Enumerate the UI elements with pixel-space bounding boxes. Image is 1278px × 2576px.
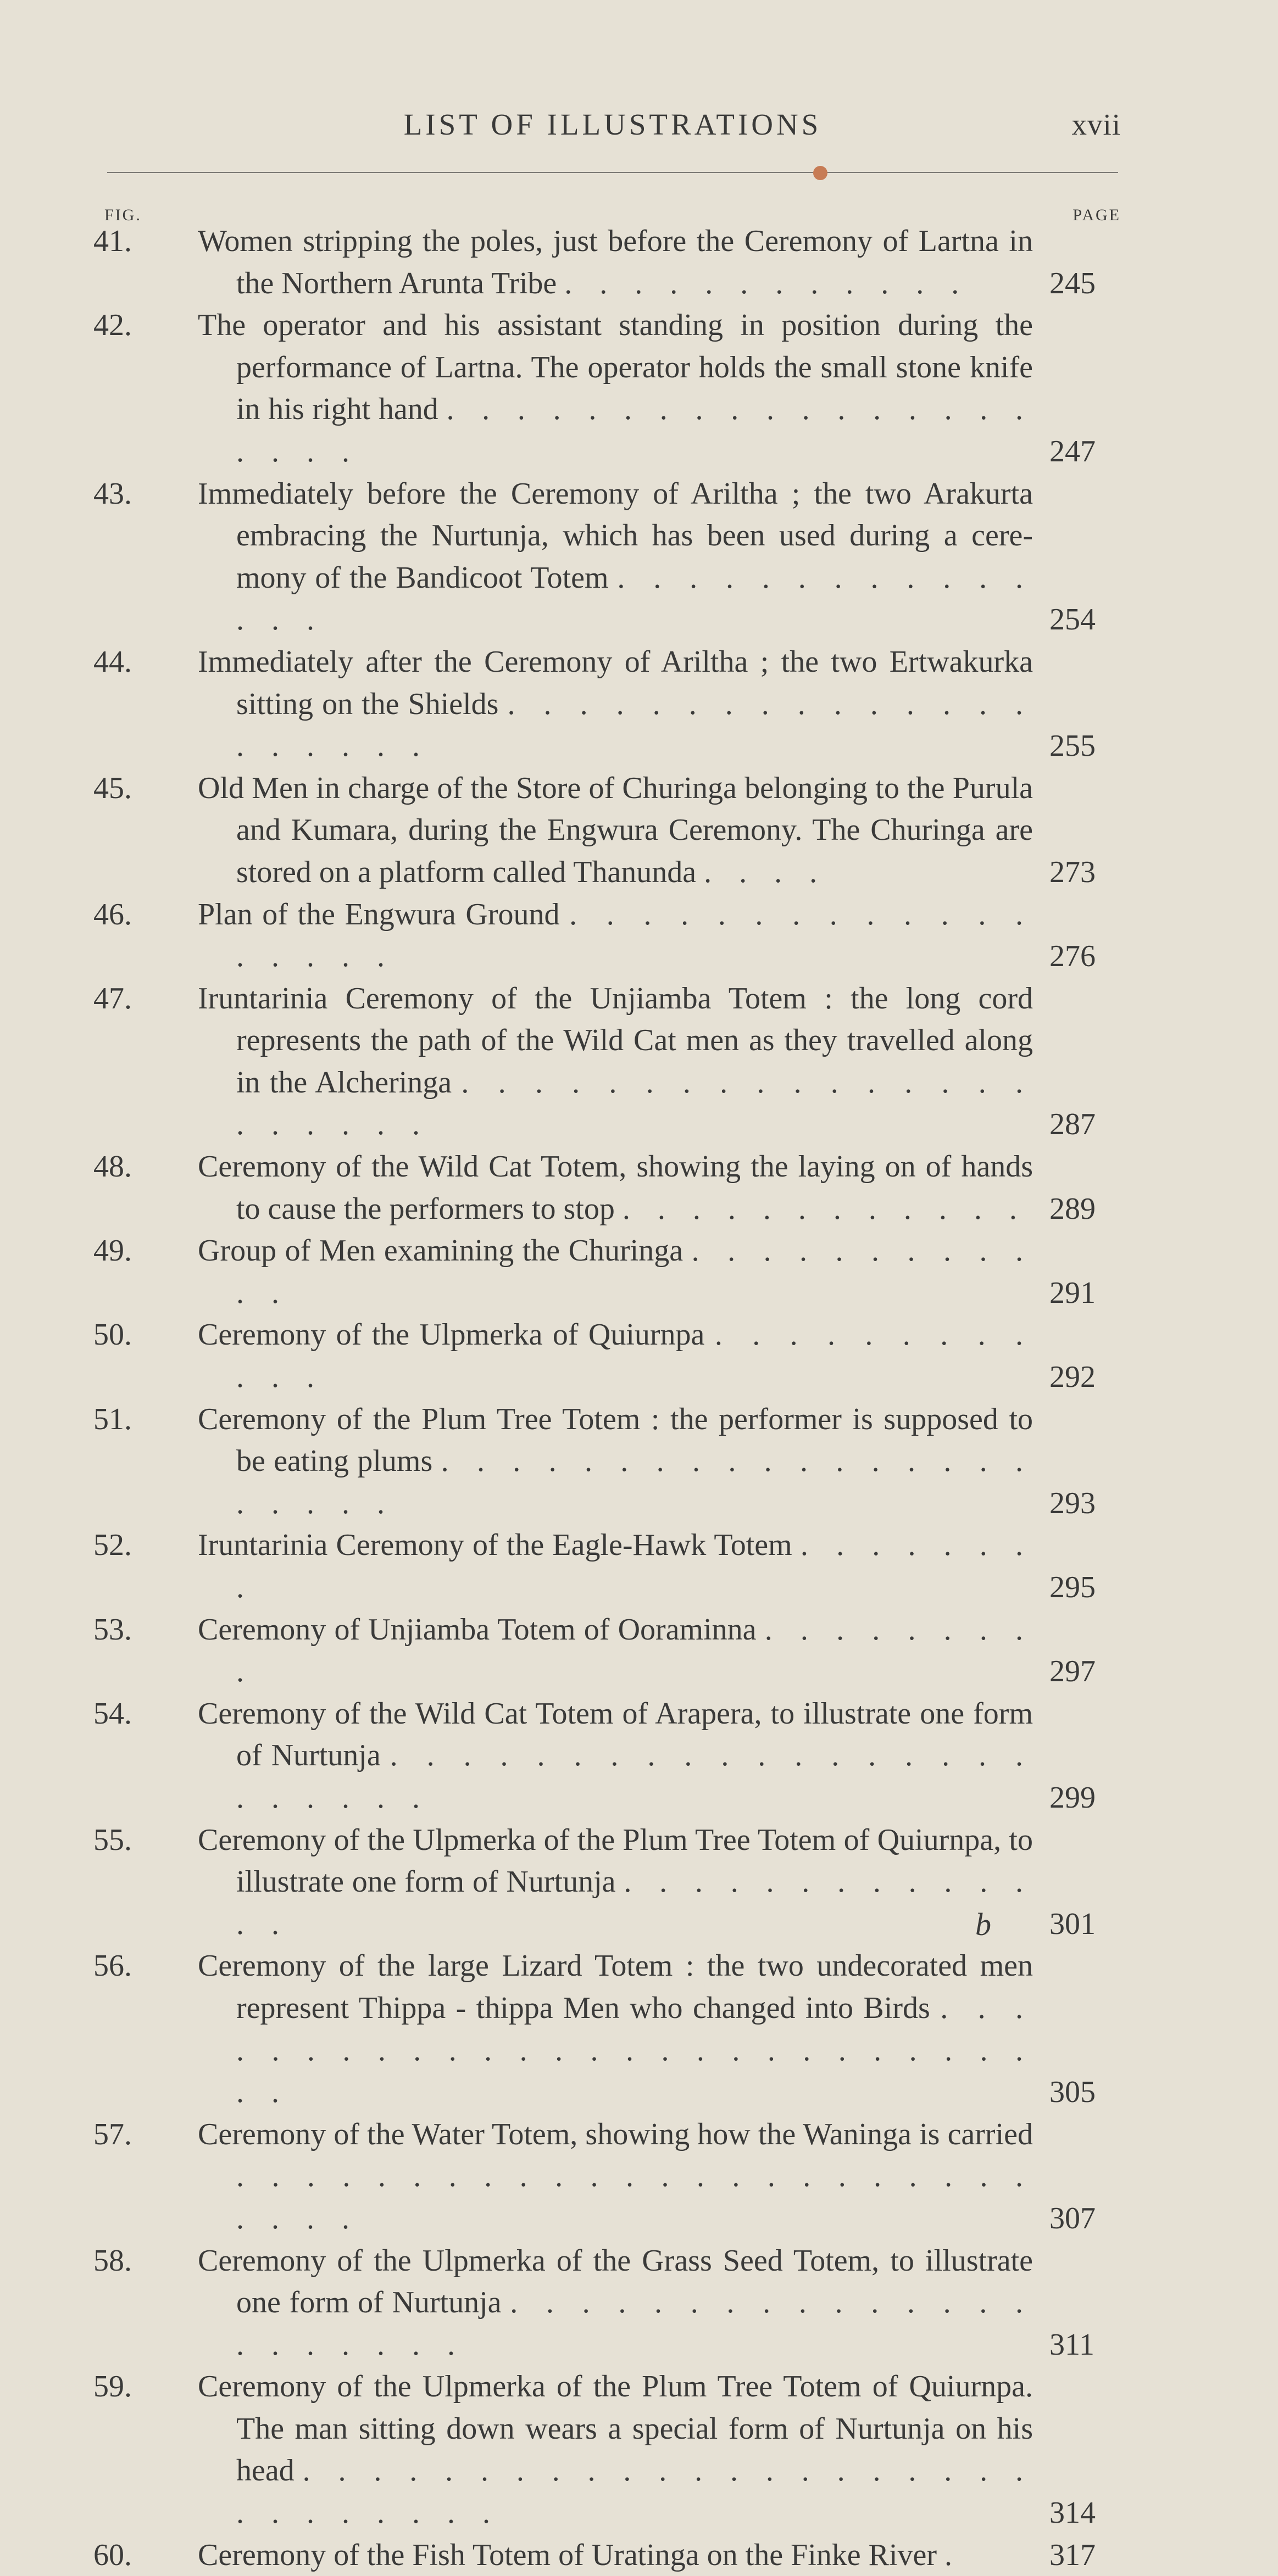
figure-page: 245	[1049, 266, 1096, 300]
figure-page: 293	[1049, 1486, 1096, 1520]
figure-caption	[198, 1693, 1033, 1819]
caption-text: Iruntarinia Ceremony of the Eagle-Hawk Totem	[198, 1528, 792, 1563]
figure-page: 314	[1049, 2496, 1096, 2530]
figure-caption	[198, 1524, 1033, 1608]
list-item	[93, 1945, 1121, 2113]
figure-caption	[198, 978, 1033, 1146]
running-title: LIST OF ILLUSTRATIONS	[403, 108, 822, 141]
caption-text: Ceremony of the Ulpmerka of the Plum Tree Totem of Quiurnpa. The man sitting down wears a special form of Nurtunja on his head	[198, 2369, 1033, 2488]
dot-leader: . . . . . . . . . . . . . .	[236, 1865, 1033, 1941]
fig-column-label: FIG.	[104, 206, 142, 224]
figure-number: 42.	[93, 308, 132, 343]
dot-leader: . . . . . . . . . . . . . . . . . . . . . .	[236, 1065, 1033, 1142]
figure-number: 58.	[93, 2243, 132, 2278]
illustration-list	[93, 220, 1121, 2576]
list-item	[93, 978, 1121, 1146]
dot-leader: . . . . . . . . . . . . . . . . . . . . .	[236, 687, 1033, 763]
figure-page: 273	[1049, 855, 1096, 889]
figure-page: 287	[1049, 1107, 1096, 1142]
caption-text: Immediately before the Ceremony of Ariltha ; the two Arakurta embracing the Nurtunja, which has been used during a cere-mony of the Bandicoot Totem	[198, 476, 1033, 595]
figure-caption	[198, 2114, 1033, 2240]
figure-page: 305	[1049, 2075, 1096, 2110]
caption-text: Ceremony of the Wild Cat Totem of Arapera, to illustrate one form of Nurtunja	[198, 1696, 1033, 1773]
caption-text: Ceremony of Unjiamba Totem of Ooraminna	[198, 1612, 757, 1647]
figure-caption	[198, 1146, 1033, 1230]
dot-leader: . . . . . . . .	[236, 1528, 1033, 1604]
figure-caption	[198, 1819, 1033, 1945]
figure-caption	[198, 2366, 1033, 2534]
figure-page: 297	[1049, 1654, 1096, 1689]
list-item	[93, 1146, 1121, 1230]
figure-caption	[198, 2240, 1033, 2366]
list-item	[93, 767, 1121, 894]
figure-caption	[198, 2534, 1033, 2576]
list-item	[93, 2240, 1121, 2366]
signature-mark: b	[975, 1906, 991, 1942]
figure-caption	[198, 894, 1033, 978]
dot-leader: . . . . . . . . . . . . . . . . . . . . .	[236, 392, 1033, 469]
list-item	[93, 894, 1121, 978]
caption-text: Ceremony of the large Lizard Totem : the two undecorated men represent Thippa - thippa Men who changed into Birds	[198, 1949, 1033, 2025]
figure-number: 48.	[93, 1150, 132, 1184]
figure-number: 43.	[93, 476, 132, 511]
list-item	[93, 2114, 1121, 2240]
figure-page: 317	[1049, 2538, 1096, 2572]
header-rule	[107, 165, 1118, 187]
dot-leader: . . . . . . . . . . . . . . . . . . . . . . . . . . .	[236, 2159, 1033, 2235]
list-item	[93, 1819, 1121, 1945]
list-item	[93, 1524, 1121, 1608]
caption-text: Plan of the Engwura Ground	[198, 897, 560, 932]
dot-leader: . . . . . . . . . . . .	[564, 266, 969, 300]
figure-page: 289	[1049, 1191, 1096, 1226]
figure-caption	[198, 1945, 1033, 2113]
dot-leader: . . . . . . . . . . . . . . . . . . . . . .	[236, 1444, 1033, 1520]
dot-leader: . . . . . . . . . . . . . . .	[236, 560, 1033, 637]
figure-number: 59.	[93, 2369, 132, 2404]
figure-number: 52.	[93, 1528, 132, 1563]
page-number: xvii	[1071, 108, 1121, 141]
dot-leader: . . . . . . . . . . . . . . . . . . . . . . . .	[236, 1738, 1033, 1815]
dot-leader: . . . .	[704, 855, 827, 889]
figure-caption	[198, 1314, 1033, 1398]
page-header	[104, 107, 1121, 151]
figure-number: 60.	[93, 2538, 132, 2572]
figure-number: 49.	[93, 1234, 132, 1268]
dot-leader: .	[944, 2538, 963, 2572]
figure-caption	[198, 473, 1033, 641]
figure-caption	[198, 304, 1033, 472]
list-item	[93, 1230, 1121, 1314]
ornament-icon	[813, 166, 827, 180]
figure-page: 291	[1049, 1275, 1096, 1310]
list-item	[93, 304, 1121, 472]
caption-text: Ceremony of the Ulpmerka of the Plum Tree Totem of Quiurnpa, to illustrate one form of Nurtunja	[198, 1822, 1033, 1899]
figure-page: 254	[1049, 603, 1096, 637]
figure-caption	[198, 1230, 1033, 1314]
list-item	[93, 1609, 1121, 1693]
figure-page: 301	[1049, 1906, 1096, 1941]
caption-text: Women stripping the poles, just before the Ceremony of Lartna in the Northern Arunta Tribe	[198, 224, 1033, 300]
figure-page: 307	[1049, 2201, 1096, 2235]
figure-number: 44.	[93, 644, 132, 679]
dot-leader: . . . . . . . . . . . . . . . . . . . . . .	[236, 2285, 1033, 2362]
figure-number: 56.	[93, 1949, 132, 1983]
caption-text: Old Men in charge of the Store of Churinga belonging to the Purula and Kumara, during the Engwura Ceremony. The Churinga are stored on a platform called Thanunda	[198, 771, 1033, 889]
figure-caption	[198, 767, 1033, 894]
figure-number: 50.	[93, 1318, 132, 1352]
rule-line	[107, 172, 1118, 173]
list-item	[93, 641, 1121, 767]
caption-text: Ceremony of the Fish Totem of Uratinga on the Finke River	[198, 2538, 937, 2572]
caption-text: The operator and his assistant standing in position during the performance of Lartna. The operator holds the small stone knife in his right hand	[198, 308, 1033, 427]
list-item	[93, 2534, 1121, 2576]
figure-page: 311	[1049, 2327, 1094, 2362]
figure-caption	[198, 220, 1033, 304]
list-item	[93, 1398, 1121, 1525]
caption-text: Ceremony of the Wild Cat Totem, showing the laying on of hands to cause the performers to stop	[198, 1150, 1033, 1226]
dot-leader: . . . . . . . . . . . . . . . . . .	[236, 897, 1033, 974]
caption-text: Immediately after the Ceremony of Ariltha ; the two Ertwakurka sitting on the Shields	[198, 644, 1033, 721]
figure-caption	[198, 641, 1033, 767]
figure-number: 46.	[93, 897, 132, 932]
caption-text: Ceremony of the Plum Tree Totem : the performer is supposed to be eating plums	[198, 1402, 1033, 1479]
figure-caption	[198, 1609, 1033, 1693]
dot-leader: . . . . . . . . . . . .	[236, 1234, 1033, 1310]
list-item	[93, 473, 1121, 641]
page-column-label: PAGE	[1073, 206, 1121, 224]
caption-text: Group of Men examining the Churinga	[198, 1234, 684, 1268]
dot-leader: . . . . . . . . . . . .	[236, 1318, 1033, 1395]
list-item	[93, 220, 1121, 304]
figure-number: 54.	[93, 1696, 132, 1731]
dot-leader: . . . . . . . . .	[236, 1612, 1033, 1689]
figure-page: 276	[1049, 939, 1096, 974]
list-item	[93, 2366, 1121, 2534]
caption-text: Ceremony of the Ulpmerka of Quiurnpa	[198, 1318, 705, 1352]
figure-number: 57.	[93, 2117, 132, 2151]
figure-number: 51.	[93, 1402, 132, 1436]
figure-number: 45.	[93, 771, 132, 805]
figure-page: 295	[1049, 1570, 1096, 1604]
caption-text: Ceremony of the Ulpmerka of the Grass Seed Totem, to illustrate one form of Nurtunja	[198, 2243, 1033, 2320]
figure-page: 247	[1049, 434, 1096, 469]
figure-number: 47.	[93, 981, 132, 1016]
figure-number: 41.	[93, 224, 132, 258]
dot-leader: . . . . . . . . . . . . . . . . . . . . . . . . . . . .	[236, 1990, 1033, 2110]
figure-page: 299	[1049, 1780, 1096, 1815]
caption-text: Ceremony of the Water Totem, showing how the Waninga is carried	[198, 2117, 1033, 2151]
dot-leader: . . . . . . . . . . . .	[622, 1191, 1027, 1226]
caption-text: Iruntarinia Ceremony of the Unjiamba Totem : the long cord represents the path of the Wild Cat men as they travelled along in the Alcheringa	[198, 981, 1033, 1100]
list-item	[93, 1693, 1121, 1819]
list-item	[93, 1314, 1121, 1398]
figure-number: 53.	[93, 1612, 132, 1647]
figure-number: 55.	[93, 1822, 132, 1857]
figure-page: 255	[1049, 729, 1096, 763]
dot-leader: . . . . . . . . . . . . . . . . . . . . . . . . . . . . .	[236, 2454, 1033, 2530]
figure-caption	[198, 1398, 1033, 1525]
figure-page: 292	[1049, 1360, 1096, 1395]
